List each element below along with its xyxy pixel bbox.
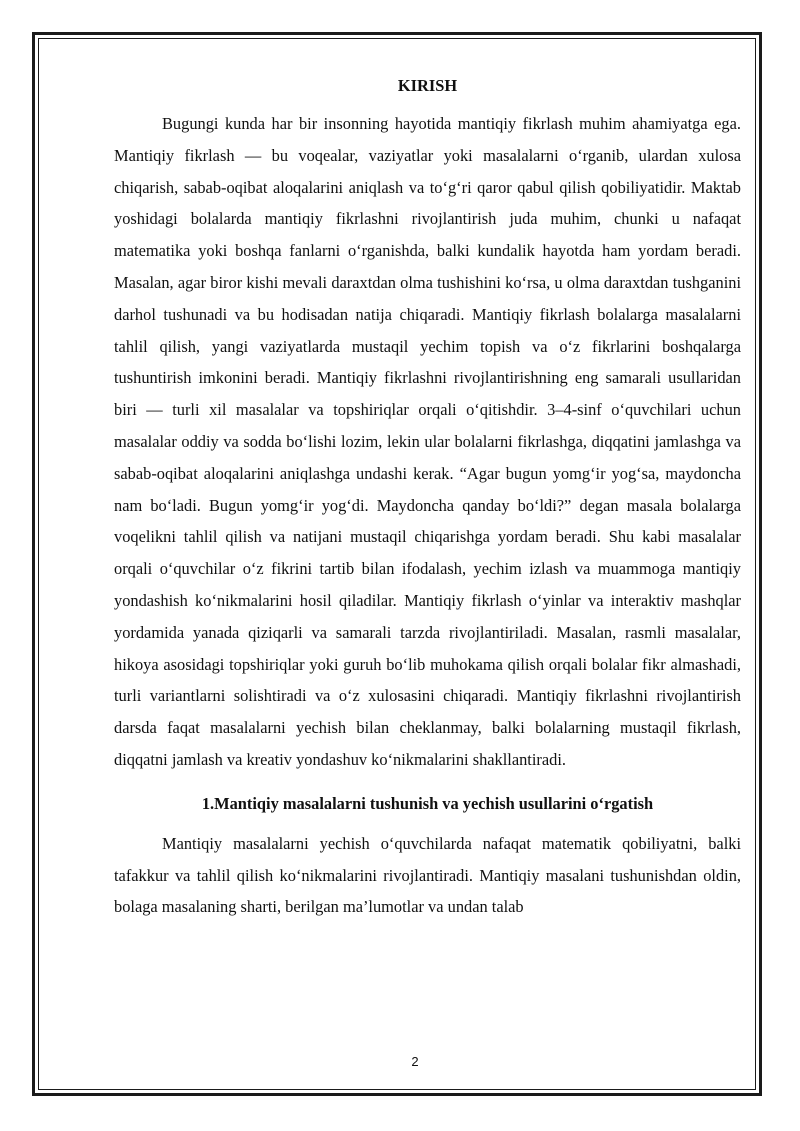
subsection-heading: 1.Mantiqiy masalalarni tushunish va yechish usullarini o‘rgatish [201, 793, 654, 813]
document-body [114, 68, 741, 923]
body-paragraph: Mantiqiy masalalarni yechish o‘quvchilarda nafaqat matematik qobiliyatni, balki tafakkur va tahlil qilish ko‘nikmalarini rivojlantiradi. Mantiqiy masalani tushunishdan oldin, bolaga masalaning sharti, berilgan ma’lumotlar va undan talab [114, 833, 741, 917]
page-number: 2 [411, 1054, 419, 1069]
intro-paragraph: Bugungi kunda har bir insonning hayotida mantiqiy fikrlash muhim ahamiyatga ega. Mantiqiy fikrlash — bu voqealar, vaziyatlar yoki masalalarni o‘rganib, ulardan xulosa chiqarish, sabab-oqibat aloqalarini aniqlash va to‘g‘ri qaror qabul qilish qobiliyatidir. Maktab yoshidagi bolalarda mantiqiy fikrlashni rivojlantirish juda muhim, chunki u nafaqat matematika yoki boshqa fanlarni o‘rganishda, balki kundalik hayotda ham yordam beradi. Masalan, agar biror kishi mevali daraxtdan olma tushishini ko‘rsa, u olma daraxtdan tushganini darhol tushunadi va bu hodisadan natija chiqaradi. Mantiqiy fikrlash bolalarga masalalarni tahlil qilish, yangi vaziyatlarda mustaqil yechim topish va o‘z fikrlarini boshqalarga tushuntirish imkonini beradi. Mantiqiy fikrlashni rivojlantirishning eng samarali usullaridan biri — turli xil masalalar va topshiriqlar orqali o‘qitishdir. 3–4-sinf o‘quvchilari uchun masalalar oddiy va sodda bo‘lishi lozim, lekin ular bolalarni fikrlashga, diqqatini jamlashga va sabab-oqibat aloqalarini aniqlashga undashi kerak. “Agar bugun yomg‘ir yog‘sa, maydoncha nam bo‘ladi. Bugun yomg‘ir yog‘di. Maydoncha qanday bo‘ldi?” degan masala bolalarga voqelikni tahlil qilish va natijani mustaqil chiqarishga yordam beradi. Shu kabi masalalar orqali o‘quvchilar o‘z fikrini tartib bilan ifodalash, yechim izlash va muammoga mantiqiy yondashish ko‘nikmalarini hosil qiladilar. Mantiqiy fikrlash o‘yinlar va interaktiv mashqlar yordamida yanada qiziqarli va samarali tarzda rivojlantiriladi. Masalan, rasmli masalalar, hikoya asosidagi topshiriqlar yoki guruh bo‘lib muhokama qilish orqali bolalar fikr almashadi, turli variantlarni solishtiradi va o‘z xulosasini chiqaradi. Mantiqiy fikrlashni rivojlantirish darsda faqat masalalarni yechish bilan cheklanmay, balki bolalarning mustaqil fikrlash, diqqatni jamlash va kreativ yondashuv ko‘nikmalarini shakllantiradi. [114, 114, 741, 769]
section-heading: KIRISH [397, 76, 458, 95]
